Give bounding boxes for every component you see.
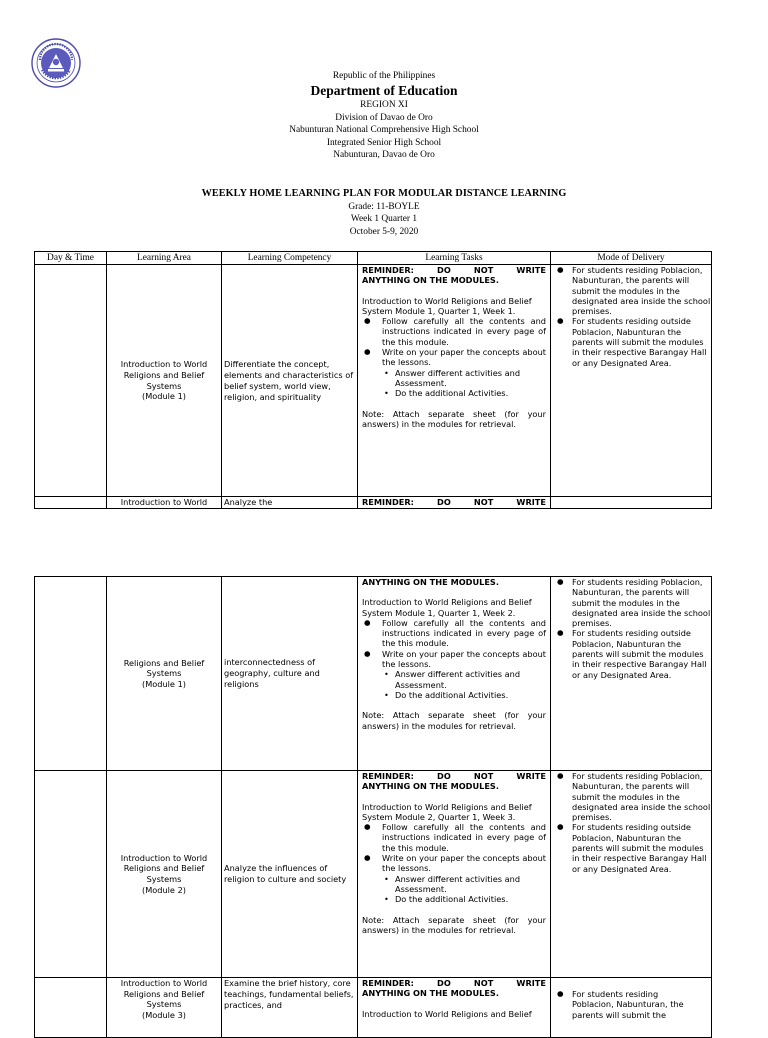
day-time-cell bbox=[35, 771, 107, 978]
area-line: Introduction to World bbox=[120, 852, 208, 863]
task-subbullet: • Answer different activities and Assessment. bbox=[362, 368, 546, 389]
area-line: Religions and Belief bbox=[123, 369, 205, 380]
module-intro: Introduction to World Religions and Belief System Module 1, Quarter 1, Week 2. bbox=[362, 597, 532, 618]
area-line: Systems bbox=[146, 668, 182, 679]
area-line: Religions and Belief bbox=[123, 863, 205, 874]
reminder-line: ANYTHING ON THE MODULES. bbox=[362, 988, 499, 999]
task-bullet: ● Write on your paper the concepts about the lessons. bbox=[362, 853, 546, 874]
mode-of-delivery-cell bbox=[551, 978, 712, 1038]
mode-of-delivery-cell bbox=[551, 771, 712, 978]
module-intro: Introduction to World Religions and Belief System Module 1, Quarter 1, Week 1. bbox=[362, 295, 532, 316]
module-intro: Introduction to World Religions and Belief bbox=[362, 1008, 532, 1019]
task-subbullet: • Do the additional Activities. bbox=[362, 894, 546, 904]
table-header-row bbox=[35, 252, 712, 265]
day-time-cell bbox=[35, 577, 107, 771]
reminder-line: REMINDER: DO NOT WRITE bbox=[362, 771, 546, 781]
competency-cell: Differentiate the concept, elements and characteristics of belief system, world view, religion, and spirituality bbox=[222, 265, 358, 497]
plan-table-page-1 bbox=[34, 251, 712, 509]
area-line: Systems bbox=[146, 999, 182, 1010]
delivery-bullet: ● For students residing outside Poblacion, Nabunturan the parents will submit the modules in their respective Barangay Hall or any Designated Area. bbox=[551, 628, 711, 679]
competency-cell: Analyze the influences of religion to culture and society bbox=[222, 771, 358, 978]
task-note: Note: Attach separate sheet (for your answers) in the modules for retrieval. bbox=[362, 710, 546, 731]
task-bullet: ● Follow carefully all the contents and instructions indicated in every page of the this module. bbox=[362, 316, 546, 347]
area-line: Systems bbox=[146, 874, 182, 884]
plan-heading bbox=[0, 188, 768, 238]
mode-of-delivery-cell bbox=[551, 497, 712, 509]
competency-cell: Examine the brief history, core teachings, fundamental beliefs, practices, and bbox=[222, 978, 358, 1038]
delivery-line: Poblacion, Nabunturan, the bbox=[572, 999, 684, 1010]
day-time-cell bbox=[35, 265, 107, 497]
plan-title: WEEKLY HOME LEARNING PLAN FOR MODULAR DISTANCE LEARNING bbox=[201, 188, 567, 199]
area-line: Introduction to World bbox=[120, 978, 208, 988]
mode-of-delivery-cell bbox=[551, 577, 712, 771]
learning-tasks-cell bbox=[358, 771, 551, 978]
school-line: Nabunturan National Comprehensive High School bbox=[289, 125, 479, 136]
delivery-bullet: ● For students residing outside Poblacion, Nabunturan the parents will submit the modules in their respective Barangay Hall or any Designated Area. bbox=[551, 316, 711, 367]
learning-area-cell bbox=[107, 978, 222, 1038]
learning-area-cell bbox=[107, 771, 222, 978]
column-header: Learning Competency bbox=[222, 252, 358, 265]
table-row bbox=[35, 577, 712, 771]
table-row bbox=[35, 771, 712, 978]
area-line: (Module 2) bbox=[142, 884, 186, 895]
task-subbullet: • Do the additional Activities. bbox=[362, 388, 546, 398]
delivery-bullet: ● For students residing Poblacion, Nabunturan, the parents will submit the modules in the designated area inside the school premises. bbox=[551, 771, 711, 822]
republic-line: Republic of the Philippines bbox=[332, 71, 436, 81]
learning-tasks-cell bbox=[358, 265, 551, 497]
week-line: Week 1 Quarter 1 bbox=[350, 214, 418, 224]
reminder-line: ANYTHING ON THE MODULES. bbox=[362, 781, 499, 792]
day-time-cell bbox=[35, 978, 107, 1038]
division-line: Division of Davao de Oro bbox=[335, 112, 433, 123]
plan-table-page-2 bbox=[34, 576, 712, 1038]
area-line: Religions and Belief bbox=[123, 988, 205, 999]
table-row bbox=[35, 497, 712, 509]
learning-tasks-cell bbox=[358, 497, 551, 509]
task-note: Note: Attach separate sheet (for your answers) in the modules for retrieval. bbox=[362, 408, 546, 429]
task-subbullet: • Do the additional Activities. bbox=[362, 690, 546, 700]
column-header: Learning Area bbox=[107, 252, 222, 265]
area-line: Religions and Belief bbox=[123, 657, 205, 668]
reminder-line: REMINDER: DO NOT WRITE bbox=[362, 978, 546, 988]
learning-area-cell: Introduction to World bbox=[107, 497, 222, 509]
reminder-line: REMINDER: DO NOT WRITE bbox=[362, 265, 546, 275]
delivery-line: For students residing bbox=[572, 989, 659, 999]
day-time-cell bbox=[35, 497, 107, 509]
delivery-line: parents will submit the bbox=[572, 1009, 666, 1020]
learning-area-cell bbox=[107, 577, 222, 771]
reminder-line: REMINDER: DO NOT WRITE bbox=[362, 497, 546, 507]
learning-tasks-cell bbox=[358, 577, 551, 771]
delivery-bullet: ● For students residing outside Poblacion, Nabunturan the parents will submit the modules in their respective Barangay Hall or any Designated Area. bbox=[551, 822, 711, 873]
reminder-line: ANYTHING ON THE MODULES. bbox=[362, 275, 499, 286]
area-line: (Module 1) bbox=[142, 678, 186, 689]
table-row bbox=[35, 265, 712, 497]
area-line: Introduction to World bbox=[120, 359, 208, 370]
delivery-bullet: ● For students residing Poblacion, Nabunturan, the parents will submit the modules in the designated area inside the school premises. bbox=[551, 577, 711, 628]
area-line: (Module 3) bbox=[142, 1009, 186, 1020]
task-subbullet: • Answer different activities and Assessment. bbox=[362, 874, 546, 895]
delivery-bullet: ● For students residing Poblacion, Nabunturan, the parents will submit the modules in the designated area inside the school premises. bbox=[551, 265, 711, 316]
integrated-line: Integrated Senior High School bbox=[326, 137, 442, 148]
letterhead bbox=[0, 70, 768, 161]
column-header: Day & Time bbox=[35, 252, 107, 265]
delivery-bullet bbox=[551, 989, 711, 1020]
grade-line: Grade: 11-BOYLE bbox=[348, 201, 420, 212]
column-header: Learning Tasks bbox=[358, 252, 551, 265]
department-name: Department of Education bbox=[310, 83, 458, 99]
task-bullet: ● Write on your paper the concepts about the lessons. bbox=[362, 347, 546, 368]
table-row bbox=[35, 978, 712, 1038]
competency-cell: interconnectedness of geography, culture and religions bbox=[222, 577, 358, 771]
module-intro: Introduction to World Religions and Belief System Module 2, Quarter 1, Week 3. bbox=[362, 801, 532, 822]
mode-of-delivery-cell bbox=[551, 265, 712, 497]
dates-line: October 5-9, 2020 bbox=[349, 226, 419, 237]
learning-area-cell bbox=[107, 265, 222, 497]
task-note: Note: Attach separate sheet (for your answers) in the modules for retrieval. bbox=[362, 914, 546, 935]
area-line: Systems bbox=[146, 380, 182, 391]
address-line: Nabunturan, Davao de Oro bbox=[333, 150, 435, 161]
learning-tasks-cell bbox=[358, 978, 551, 1038]
task-bullet: ● Write on your paper the concepts about the lessons. bbox=[362, 649, 546, 670]
area-line: (Module 1) bbox=[142, 391, 186, 402]
region-line: REGION XI bbox=[360, 100, 408, 111]
task-bullet: ● Follow carefully all the contents and instructions indicated in every page of the this module. bbox=[362, 822, 546, 853]
competency-cell: Analyze the bbox=[222, 497, 358, 509]
column-header: Mode of Delivery bbox=[551, 252, 712, 265]
task-subbullet: • Answer different activities and Assessment. bbox=[362, 669, 546, 690]
task-bullet: ● Follow carefully all the contents and instructions indicated in every page of the this module. bbox=[362, 618, 546, 649]
reminder-line: ANYTHING ON THE MODULES. bbox=[362, 577, 499, 587]
